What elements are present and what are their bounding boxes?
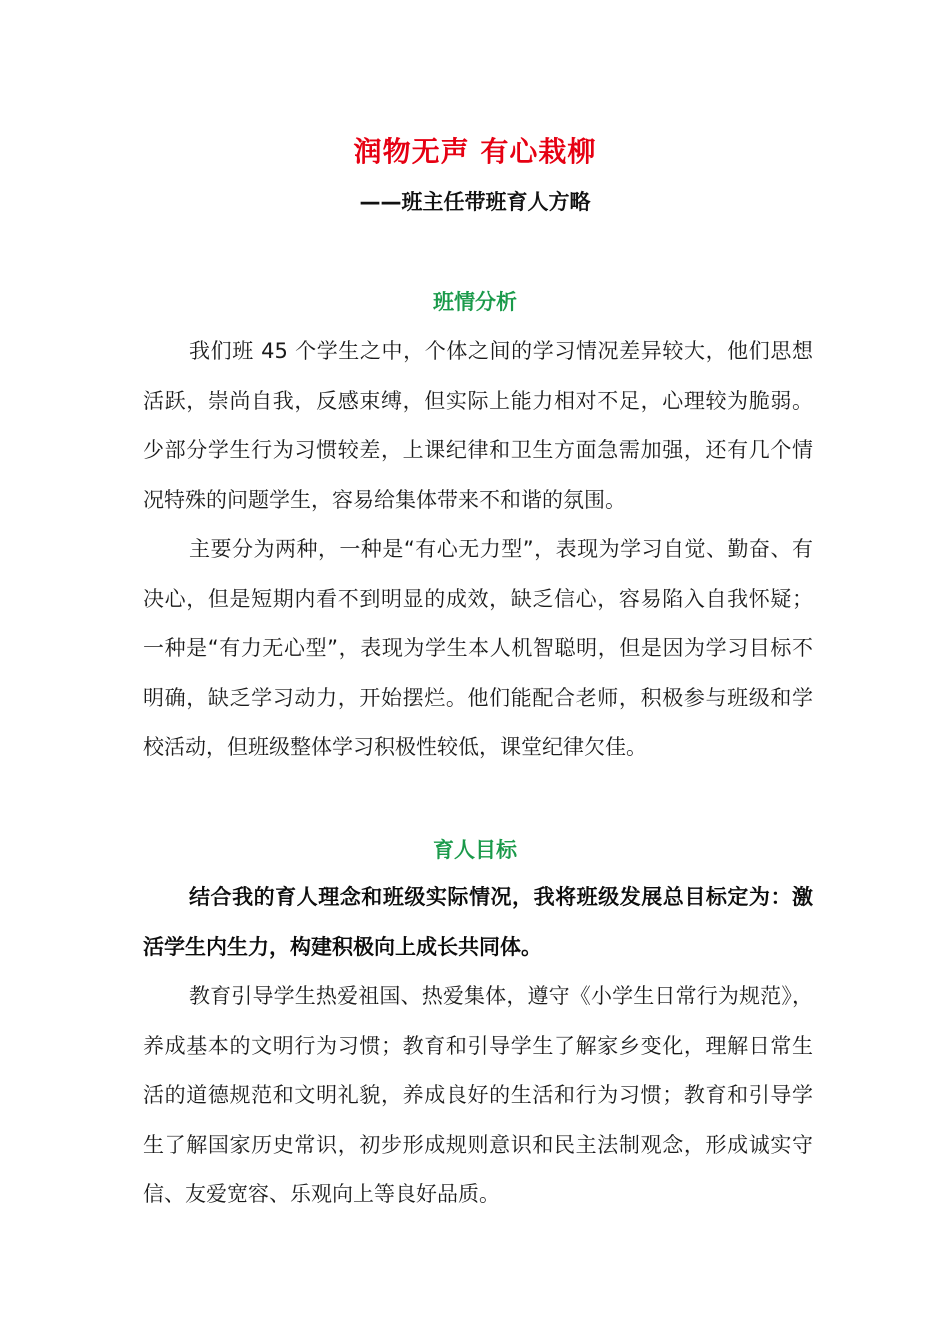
- paragraph-class-overview: 我们班 45 个学生之中，个体之间的学习情况差异较大，他们思想活跃，崇尚自我，反感束缚，但实际上能力相对不足，心理较为脆弱。少部分学生行为习惯较差，上课纪律和卫生方面急需加强，还有几个情况特殊的问题学生，容易给集体带来不和谐的氛围。: [143, 339, 813, 512]
- section-heading-education-goal: 育人目标: [433, 838, 517, 862]
- document-title: 润物无声 有心栽柳: [353, 135, 597, 168]
- paragraph-goal-details: 教育引导学生热爱祖国、热爱集体，遵守《小学生日常行为规范》，养成基本的文明行为习惯；教育和引导学生了解家乡变化，理解日常生活的道德规范和文明礼貌，养成良好的生活和行为习惯；教育和引导学生了解国家历史常识，初步形成规则意识和民主法制观念，形成诚实守信、友爱宽容、乐观向上等良好品质。: [143, 984, 813, 1206]
- paragraph-student-types: 主要分为两种，一种是“有心无力型”，表现为学习自觉、勤奋、有决心，但是短期内看不到明显的成效，缺乏信心，容易陷入自我怀疑；一种是“有力无心型”，表现为学生本人机智聪明，但是因为学习目标不明确，缺乏学习动力，开始摆烂。他们能配合老师，积极参与班级和学校活动，但班级整体学习积极性较低，课堂纪律欠佳。: [143, 537, 813, 759]
- document-subtitle: ——班主任带班育人方略: [359, 190, 591, 214]
- section-heading-class-analysis: 班情分析: [433, 290, 517, 314]
- paragraph-overall-goal: 结合我的育人理念和班级实际情况，我将班级发展总目标定为：激活学生内生力，构建积极向上成长共同体。: [143, 885, 813, 959]
